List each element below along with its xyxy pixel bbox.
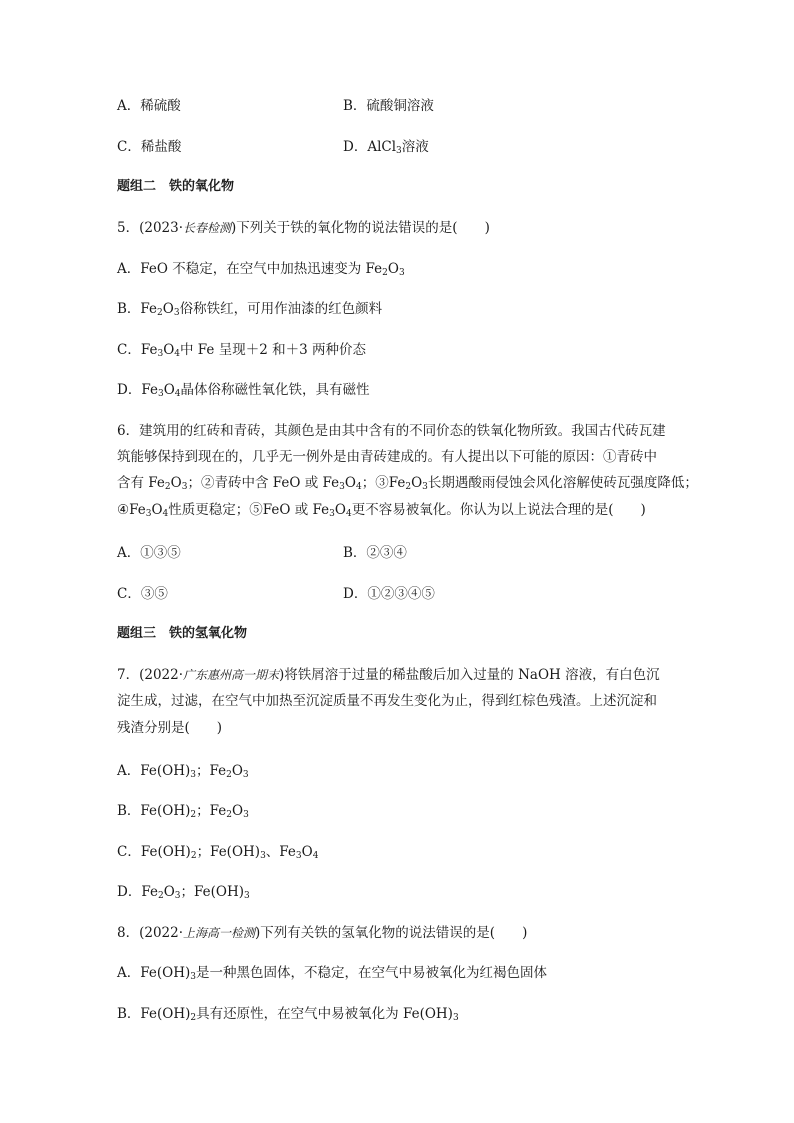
q7-stem-line2: 淀生成，过滤，在空气中加热至沉淀质量不再发生变化为止，得到红棕色残渣。上述沉淀和 xyxy=(117,693,657,709)
q6-option-c: C．③⑤ xyxy=(117,586,168,602)
q5-option-b: B．$Fe_2O_3$俗称铁红，可用作油漆的红色颜料 xyxy=(117,301,383,318)
q4-option-b: B．硫酸铜溶液 xyxy=(343,98,434,114)
q4-option-d: D．AlCl$_3$溶液 xyxy=(343,139,429,156)
q7-stem-line3: 残渣分别是( ) xyxy=(117,720,223,736)
q6-option-b: B．②③④ xyxy=(343,545,407,561)
q7-option-c: C．$Fe(OH)_2$；$Fe(OH)_3$、$Fe_3O_4$ xyxy=(117,844,319,861)
q6-option-d: D．①②③④⑤ xyxy=(343,586,435,602)
q6-stem-line3: 含有 $Fe_2O_3$；②青砖中含 FeO 或 $Fe_3O_4$；$③Fe_2O_3$长期遇酸雨侵蚀会风化溶解使砖瓦强度降低； xyxy=(117,475,698,492)
q8-option-b: B．$Fe(OH)_2$具有还原性，在空气中易被氧化为 $Fe(OH)_3$ xyxy=(117,1006,459,1023)
q6-option-a: A．①③⑤ xyxy=(117,545,181,561)
q8-stem: 8．(2022·上海高一检测)下列有关铁的氢氧化物的说法错误的是( ) xyxy=(117,925,528,941)
q5-option-c: C．$Fe_3O_4$中 Fe 呈现＋2 和＋3 两种价态 xyxy=(117,342,366,359)
q7-option-d: D．$Fe_2O_3$；$Fe(OH)_3$ xyxy=(117,884,250,901)
q5-stem: 5．(2023·长春检测)下列关于铁的氧化物的说法错误的是( ) xyxy=(117,220,490,236)
q6-stem-line2: 筑能够保持到现在的，几乎无一例外是由青砖建成的。有人提出以下可能的原因：①青砖中 xyxy=(117,449,657,465)
q5-option-a: A．FeO 不稳定，在空气中加热迅速变为 $Fe_2O_3$ xyxy=(117,261,405,278)
q6-stem-line1: 6．建筑用的红砖和青砖，其颜色是由其中含有的不同价态的铁氧化物所致。我国古代砖瓦建 xyxy=(117,423,666,439)
q4-option-c: C．稀盐酸 xyxy=(117,139,182,155)
group2-heading: 题组二 铁的氧化物 xyxy=(117,179,235,194)
q5-option-d: D．$Fe_3O_4$晶体俗称磁性氧化铁，具有磁性 xyxy=(117,382,370,399)
q7-stem-line1: 7．(2022·广东惠州高一期末)将铁屑溶于过量的稀盐酸后加入过量的 NaOH 溶液，有白色沉 xyxy=(117,667,660,683)
q6-stem-line4: $④Fe_3O_4$性质更稳定；⑤FeO 或 $Fe_3O_4$更不容易被氧化。你认为以上说法合理的是( ) xyxy=(117,502,646,519)
q7-option-b: B．$Fe(OH)_2$；$Fe_2O_3$ xyxy=(117,803,249,820)
group3-heading: 题组三 铁的氢氧化物 xyxy=(117,626,248,641)
q4-option-a: A．稀硫酸 xyxy=(117,98,181,114)
q8-option-a: A．$Fe(OH)_3$是一种黑色固体，不稳定，在空气中易被氧化为红褐色固体 xyxy=(117,965,547,982)
q7-option-a: A．$Fe(OH)_3$；$Fe_2O_3$ xyxy=(117,763,249,780)
